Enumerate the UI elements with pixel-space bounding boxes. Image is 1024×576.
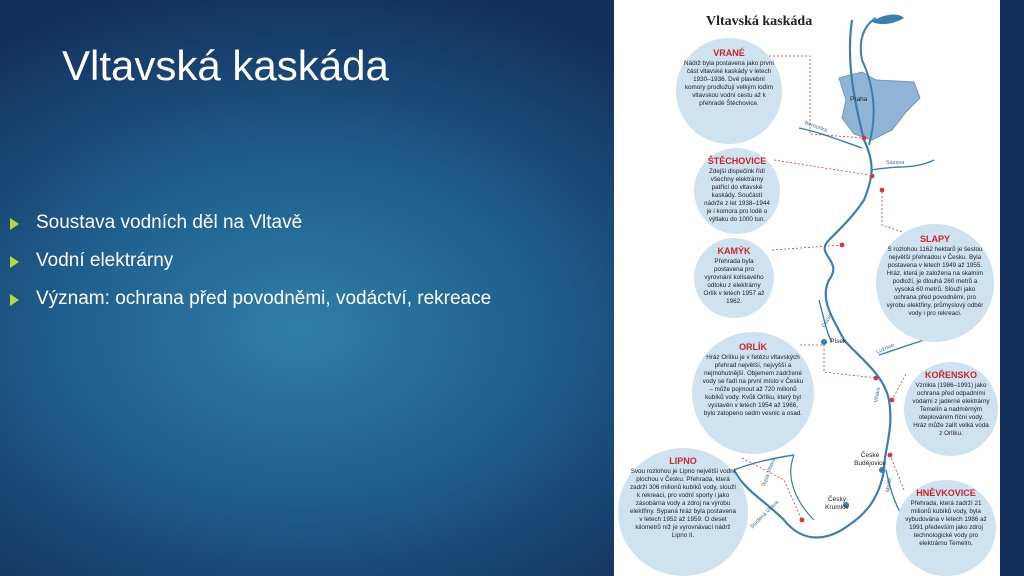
infographic-title: Vltavská kaskáda [706,14,813,29]
river-label-tepla-vltava: Teplá Vltava [761,457,777,489]
bullet-text: Význam: ochrana před povodněmi, vodáctví, rekreace [36,288,492,309]
dam-name: ŠTĚCHOVICE [707,156,767,166]
river-label-sazava: Sázava [886,160,905,166]
tepla-vltava-path [734,455,794,470]
dam-description: S rozlohou 1162 hektarů je šestou největší přehradou v Česku. Byla postavena v letech 1949 až 1955. Hráz, která je založena na skalním podloží, je dlouhá 260 metrů a vysoká 60 metrů. Slouží jako ochrana před povodněmi, pro výrobu elektřiny, průmyslový odběr vody i pro rekreaci. [886,246,984,317]
dam-bubble-orlik [692,332,814,454]
river-label-berounka: Berounka [803,120,828,134]
dam-name: ORLÍK [739,342,767,352]
bullet-list [10,210,491,324]
dam-name: KOŘENSKO [924,370,977,380]
river-label-malse: Malše [885,477,894,493]
dam-name: VRANÉ [713,48,745,58]
dam-bubble-lipno [618,448,748,576]
bullet-arrow-icon [10,256,19,268]
bullet-arrow-icon [10,218,19,230]
bullet-arrow-icon [10,294,19,306]
dam-bubble-hnevkovice [896,480,996,576]
prague-region-shape [839,72,920,140]
dam-description: Zdejší dispečink řídí všechny elektrárny patřící do vltavské kaskády. Součástí nádrže z let 1938–1944 je i komora pro lodě o výtlaku do 1000 tun. [704,168,770,223]
top-reservoir-shape [872,15,904,25]
bullet-item [10,210,491,248]
river-label-otava: Otava [821,313,834,329]
dam-name: SLAPY [919,234,950,244]
dam-bubble-stechovice [694,148,780,234]
place-label-pisek: Písek [830,338,847,345]
river-label-luznice: Lužnice [875,342,896,356]
dam-bubble-korensko [904,362,998,456]
studena-vltava-path [791,455,814,520]
dam-description: Nádrž byla postavena jako první část vltavské kaskády v letech 1930–1936. Dvě plavební komory prodlužují velkým lodím vltavskou vodní cestu až k přehradě Štěchovice. [684,60,774,107]
dam-name: HNĚVKOVICE [916,488,976,498]
dam-description: Vznikla (1986–1991) jako ochrana před odpadními vodami z jaderné elektrárny Temelín a nadměrným oteplováním říční vody. Hráz může zalít velká voda z Orlíku. [912,382,990,437]
dam-description: Svou rozlohou je Lipno největší vodní plochou v Česku. Přehrada, která zadrží 306 milionů kubíků vody, slouží k rekreaci, pro vodní sporty i jako zásobárna vody a zdroj na výrobu elektřiny. Sypaná hráz byla postavena v letech 1952 až 1959. O deset kilometrů níž je vyrovnávací nádrž Lipno II. [630,468,736,539]
bullet-item [10,248,491,286]
city-markers [821,339,885,508]
bullet-item [10,286,491,324]
bullet-text: Vodní elektrárny [36,250,174,271]
dam-description: Přehrada, která zadrží 21 milionů kubíků vody, byla vybudována v letech 1986 až 1991 především jako zdroj technologické vody pro elektrárnu Temelín. [905,500,987,547]
dam-bubble-vrane [676,38,782,144]
place-label-cesky-krumlov: Český Krumlov [825,496,849,511]
dam-bubble-slapy [876,224,994,342]
dam-name: LIPNO [669,456,697,466]
place-label-ceske-budejovice: České Budějovice [854,452,886,467]
dam-name: KAMÝK [717,246,751,256]
dam-description: Hráz Orlíku je v řetězu vltavských přehrad největší, nejvyšší a nejmohutnější. Objemem zadržené vody se řadí na první místo v Česku – může pojmout až 720 milionů kubíků vody. Kvůli Orlíku, který byl vystavěn v letech 1954 až 1966, bylo zatopeno sedm vesnic a osad. [702,354,804,417]
place-label-praha: Praha [850,96,868,103]
river-label-vltava: Vltava [873,386,882,404]
dam-bubble-kamyk [694,238,774,318]
river-label-studena-vltava: Studená Vltava [749,499,780,531]
slide-title: Vltavská kaskáda [62,42,389,89]
bullet-text: Soustava vodních děl na Vltavě [36,212,303,233]
cascade-infographic [614,0,1000,576]
dam-description: Přehrada byla postavena pro vyrovnání kolísavého odtoku z elektrárny Orlík v letech 1957 až 1962. [703,258,765,305]
